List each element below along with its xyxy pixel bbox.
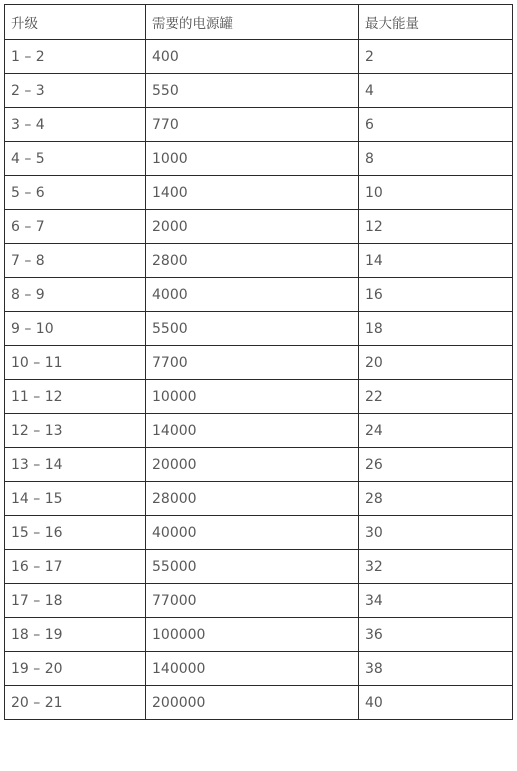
max-energy-cell: 14 [359,244,513,278]
max-energy-cell: 40 [359,686,513,720]
table-row [5,312,513,346]
power-cells-cell: 550 [146,74,359,108]
table-row [5,210,513,244]
upgrade-cell: 12 – 13 [5,414,146,448]
table-row [5,176,513,210]
power-cells-cell: 55000 [146,550,359,584]
max-energy-cell: 18 [359,312,513,346]
upgrade-cell: 1 – 2 [5,40,146,74]
table-row [5,108,513,142]
power-cells-cell: 20000 [146,448,359,482]
max-energy-cell: 8 [359,142,513,176]
power-cells-cell: 5500 [146,312,359,346]
max-energy-cell: 22 [359,380,513,414]
table-row [5,618,513,652]
max-energy-cell: 34 [359,584,513,618]
upgrade-cell: 2 – 3 [5,74,146,108]
table-row [5,278,513,312]
upgrade-cell: 19 – 20 [5,652,146,686]
upgrade-cell: 7 – 8 [5,244,146,278]
upgrade-cell: 14 – 15 [5,482,146,516]
upgrade-cell: 3 – 4 [5,108,146,142]
table-row [5,550,513,584]
max-energy-cell: 4 [359,74,513,108]
table-row [5,482,513,516]
table-row [5,414,513,448]
max-energy-cell: 10 [359,176,513,210]
max-energy-cell: 36 [359,618,513,652]
upgrade-cell: 9 – 10 [5,312,146,346]
upgrade-cell: 20 – 21 [5,686,146,720]
power-cells-cell: 400 [146,40,359,74]
power-cells-cell: 2800 [146,244,359,278]
table-row [5,380,513,414]
power-cells-cell: 7700 [146,346,359,380]
upgrade-cell: 5 – 6 [5,176,146,210]
table-row [5,448,513,482]
max-energy-cell: 28 [359,482,513,516]
max-energy-cell: 2 [359,40,513,74]
power-cells-cell: 140000 [146,652,359,686]
header-row [5,5,513,40]
power-cells-cell: 1000 [146,142,359,176]
max-energy-cell: 26 [359,448,513,482]
header-max-energy: 最大能量 [359,5,513,40]
power-cells-cell: 1400 [146,176,359,210]
power-cells-cell: 40000 [146,516,359,550]
max-energy-cell: 6 [359,108,513,142]
upgrade-cell: 8 – 9 [5,278,146,312]
max-energy-cell: 20 [359,346,513,380]
header-power-cells-required: 需要的电源罐 [146,5,359,40]
table-header [5,5,513,40]
upgrade-cell: 15 – 16 [5,516,146,550]
power-cells-cell: 2000 [146,210,359,244]
table-row [5,40,513,74]
max-energy-cell: 24 [359,414,513,448]
table-row [5,74,513,108]
power-cells-cell: 14000 [146,414,359,448]
power-cells-cell: 770 [146,108,359,142]
table-row [5,142,513,176]
max-energy-cell: 38 [359,652,513,686]
table-row [5,244,513,278]
power-cells-cell: 4000 [146,278,359,312]
table-row [5,584,513,618]
power-cells-cell: 28000 [146,482,359,516]
upgrade-cell: 13 – 14 [5,448,146,482]
max-energy-cell: 12 [359,210,513,244]
table-row [5,652,513,686]
table-row [5,516,513,550]
upgrade-cell: 4 – 5 [5,142,146,176]
max-energy-cell: 30 [359,516,513,550]
upgrade-table [4,4,513,720]
upgrade-cell: 6 – 7 [5,210,146,244]
max-energy-cell: 32 [359,550,513,584]
power-cells-cell: 10000 [146,380,359,414]
power-cells-cell: 77000 [146,584,359,618]
max-energy-cell: 16 [359,278,513,312]
upgrade-cell: 18 – 19 [5,618,146,652]
upgrade-cell: 17 – 18 [5,584,146,618]
upgrade-cell: 10 – 11 [5,346,146,380]
table-row [5,686,513,720]
power-cells-cell: 100000 [146,618,359,652]
upgrade-cell: 11 – 12 [5,380,146,414]
power-cells-cell: 200000 [146,686,359,720]
header-upgrade: 升级 [5,5,146,40]
table-body [5,40,513,720]
table-row [5,346,513,380]
upgrade-cell: 16 – 17 [5,550,146,584]
